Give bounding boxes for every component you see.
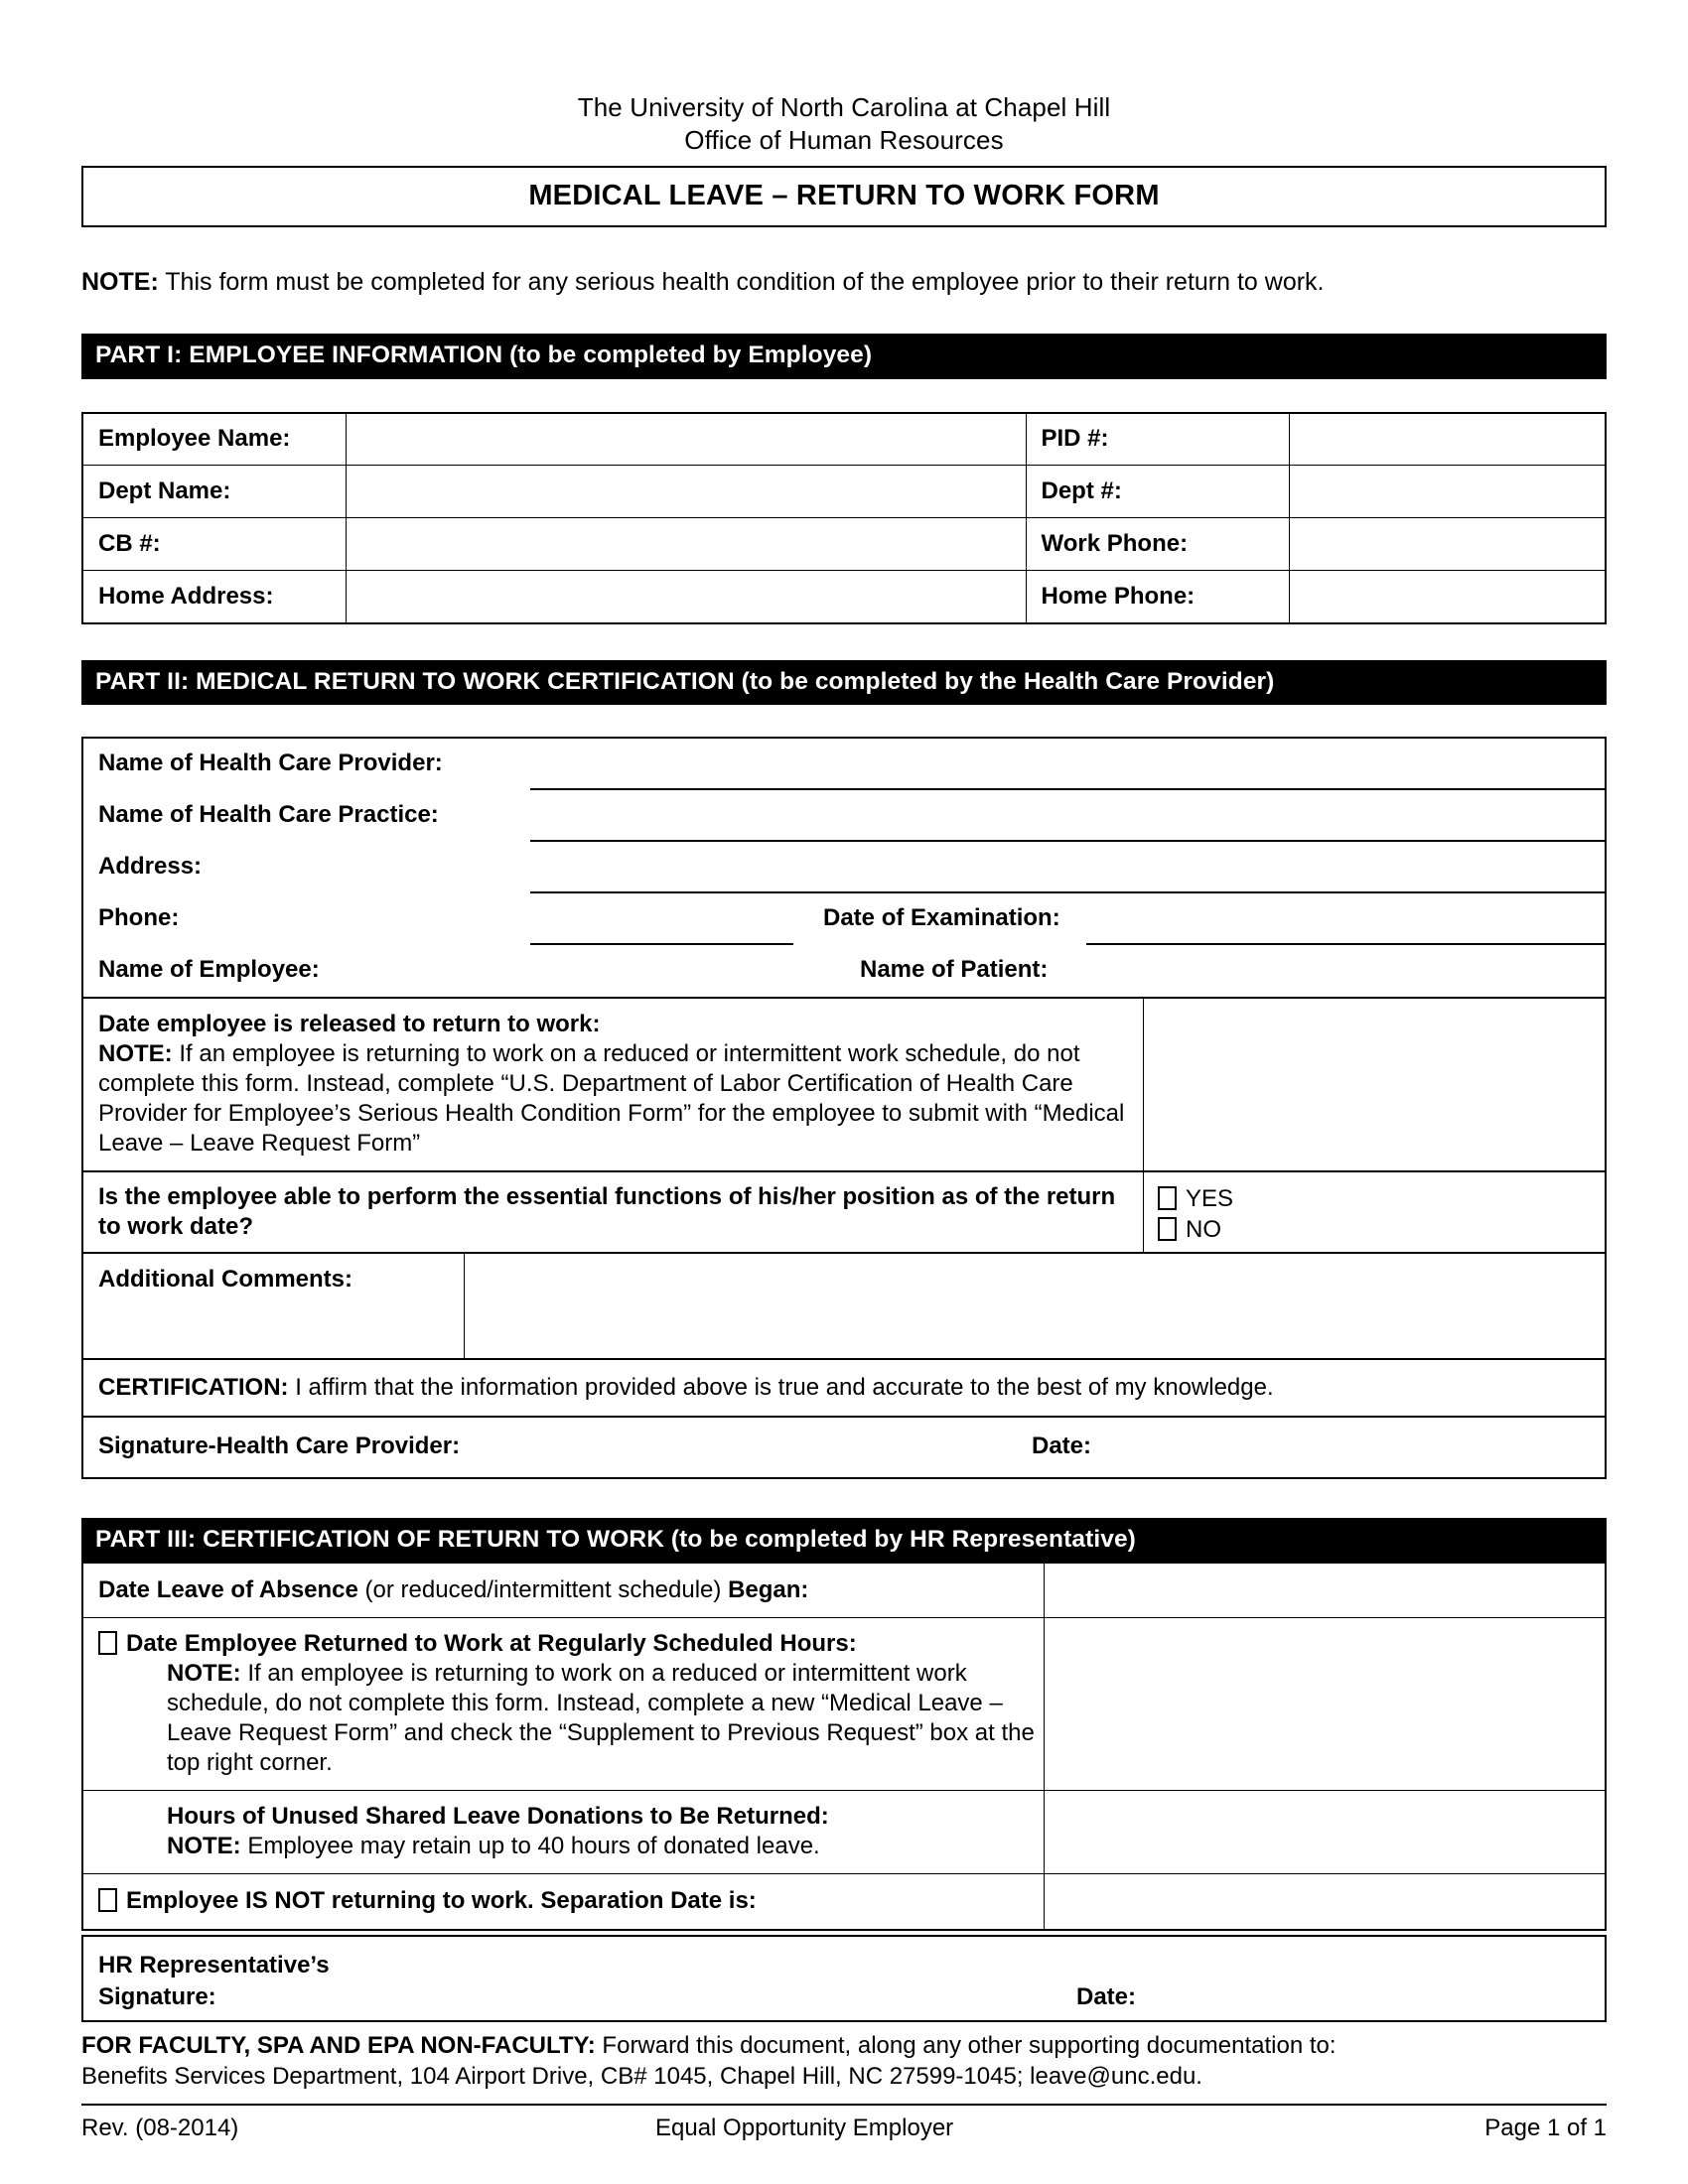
label-essential-functions: Is the employee able to perform the essential functions of his/her position as of the return to work date?	[83, 1172, 1144, 1252]
hr-signature-line-1: HR Representative’s	[98, 1951, 330, 1979]
input-work-phone[interactable]	[1289, 518, 1606, 571]
hr-signature-line-2: Signature:	[98, 1982, 216, 2010]
revision-label: Rev. (08-2014)	[81, 2114, 239, 2141]
date-returned-block	[83, 1618, 1045, 1790]
row-practice-name	[83, 790, 1605, 842]
forward-text: Forward this document, along any other supporting documentation to:	[595, 2031, 1336, 2059]
release-note-text: If an employee is returning to work on a reduced or intermittent work schedule, do not complete this form. Instead, complete “U.S. Department of Labor Certification of Health Care Provider for Employee’s Serious Health Condition Form” for the employee to submit with “Medical Leave – Leave Request Form”	[98, 1040, 1125, 1157]
input-home-address[interactable]	[346, 571, 1026, 623]
part3-table	[81, 1564, 1607, 1931]
shared-leave-note-text: Employee may retain up to 40 hours of donated leave.	[247, 1832, 820, 1859]
input-release-date[interactable]	[1144, 999, 1605, 1170]
label-practice-name: Name of Health Care Practice:	[98, 801, 439, 828]
label-release-date: Date employee is released to return to work:	[98, 1011, 601, 1037]
table-row	[82, 518, 1606, 571]
organization-header	[81, 0, 1607, 157]
checkbox-date-returned-icon[interactable]	[98, 1631, 117, 1655]
part3-banner: PART III: CERTIFICATION OF RETURN TO WORK (to be completed by HR Representative)	[81, 1518, 1607, 1564]
shared-leave-block	[83, 1791, 1045, 1873]
input-leave-began[interactable]	[1045, 1564, 1605, 1617]
label-yes: YES	[1186, 1185, 1234, 1212]
label-address: Address:	[98, 853, 203, 880]
row-not-returning	[83, 1873, 1605, 1929]
input-dept-name[interactable]	[346, 466, 1026, 518]
label-provider-name: Name of Health Care Provider:	[98, 750, 443, 776]
date-returned-heading	[98, 1629, 1044, 1659]
input-pid[interactable]	[1289, 413, 1606, 466]
label-provider-signature[interactable]: Signature-Health Care Provider:	[98, 1433, 461, 1459]
label-home-address: Home Address:	[82, 571, 346, 623]
top-note	[81, 266, 1607, 298]
label-date-returned: Date Employee Returned to Work at Regularly Scheduled Hours:	[126, 1629, 857, 1657]
release-note	[98, 1039, 1127, 1159]
label-shared-leave-hours: Hours of Unused Shared Leave Donations to Be Returned:	[167, 1802, 829, 1830]
label-work-phone: Work Phone:	[1026, 518, 1289, 571]
label-hr-signature-date[interactable]: Date:	[1076, 1982, 1137, 2010]
label-not-returning: Employee IS NOT returning to work. Separation Date is:	[126, 1886, 757, 1914]
label-dept-number: Dept #:	[1026, 466, 1289, 518]
input-dept-number[interactable]	[1289, 466, 1606, 518]
option-no[interactable]	[1158, 1214, 1605, 1245]
label-additional-comments: Additional Comments:	[83, 1254, 465, 1358]
row-leave-began	[83, 1564, 1605, 1617]
leave-began-bold-1: Date Leave of Absence	[98, 1575, 358, 1603]
label-leave-began	[83, 1564, 1045, 1617]
date-returned-note	[98, 1659, 1044, 1778]
essential-functions-options	[1144, 1172, 1605, 1252]
part2-banner: PART II: MEDICAL RETURN TO WORK CERTIFICATION (to be completed by the Health Care Provider)	[81, 660, 1607, 706]
checkbox-no-icon[interactable]	[1158, 1217, 1177, 1241]
input-home-phone[interactable]	[1289, 571, 1606, 623]
row-shared-leave-hours	[83, 1790, 1605, 1873]
row-release-date	[83, 997, 1605, 1170]
certification-text: I affirm that the information provided above is true and accurate to the best of my knowledge.	[295, 1374, 1274, 1401]
label-date-of-examination: Date of Examination:	[823, 904, 1060, 931]
page-footer	[81, 2115, 1607, 2148]
form-title: MEDICAL LEAVE – RETURN TO WORK FORM	[81, 166, 1607, 227]
input-employee-name[interactable]	[346, 413, 1026, 466]
forward-instructions	[81, 2030, 1607, 2092]
input-cb-number[interactable]	[346, 518, 1026, 571]
row-certification	[83, 1358, 1605, 1416]
row-employee-patient	[83, 945, 1605, 997]
label-home-phone: Home Phone:	[1026, 571, 1289, 623]
label-certification: CERTIFICATION:	[98, 1374, 289, 1401]
label-dept-name: Dept Name:	[82, 466, 346, 518]
table-row	[82, 466, 1606, 518]
top-note-text: This form must be completed for any serious health condition of the employee prior to their return to work.	[165, 268, 1325, 296]
not-returning-block	[83, 1874, 1045, 1929]
label-name-of-patient: Name of Patient:	[860, 956, 1049, 983]
shared-leave-note-label: NOTE:	[167, 1832, 241, 1859]
option-yes[interactable]	[1158, 1183, 1605, 1214]
office-name: Office of Human Resources	[684, 125, 1004, 155]
label-no: NO	[1186, 1216, 1221, 1243]
row-essential-functions	[83, 1170, 1605, 1252]
row-provider-name	[83, 739, 1605, 790]
row-address	[83, 842, 1605, 893]
leave-began-normal: (or reduced/intermittent schedule)	[357, 1575, 729, 1603]
input-shared-leave-hours[interactable]	[1045, 1791, 1605, 1873]
part1-banner: PART I: EMPLOYEE INFORMATION (to be completed by Employee)	[81, 334, 1607, 379]
equal-opportunity-label: Equal Opportunity Employer	[655, 2114, 954, 2141]
checkbox-not-returning-icon[interactable]	[98, 1888, 117, 1912]
release-date-text-block	[83, 999, 1144, 1170]
forward-address: Benefits Services Department, 104 Airport Drive, CB# 1045, Chapel Hill, NC 27599-1045; leave@unc.edu.	[81, 2062, 1202, 2090]
row-additional-comments	[83, 1252, 1605, 1358]
label-cb-number: CB #:	[82, 518, 346, 571]
label-employee-name: Employee Name:	[82, 413, 346, 466]
input-additional-comments[interactable]	[465, 1254, 1605, 1358]
part2-table	[81, 737, 1607, 1479]
hr-signature-box	[81, 1935, 1607, 2022]
table-row	[82, 571, 1606, 623]
leave-began-bold-2: Began:	[728, 1575, 809, 1603]
date-returned-note-label: NOTE:	[167, 1659, 241, 1687]
top-note-label: NOTE:	[81, 268, 159, 296]
table-row	[82, 413, 1606, 466]
input-separation-date[interactable]	[1045, 1874, 1605, 1929]
label-provider-signature-date[interactable]: Date:	[1032, 1433, 1092, 1459]
label-pid: PID #:	[1026, 413, 1289, 466]
row-provider-signature	[83, 1416, 1605, 1477]
university-name: The University of North Carolina at Chapel Hill	[577, 92, 1111, 122]
row-phone-exam	[83, 893, 1605, 945]
label-hr-signature[interactable]	[98, 1950, 330, 2013]
footer-divider	[81, 2104, 1607, 2106]
input-date-returned[interactable]	[1045, 1618, 1605, 1790]
row-date-returned	[83, 1617, 1605, 1790]
forward-label: FOR FACULTY, SPA AND EPA NON-FACULTY:	[81, 2031, 596, 2059]
date-returned-note-text: If an employee is returning to work on a reduced or intermittent work schedule, do not complete this form. Instead, complete a new “Medical Leave – Leave Request Form” and check the “Supplement to Previous Request” box at the top right corner.	[167, 1659, 1035, 1776]
label-name-of-employee: Name of Employee:	[98, 956, 320, 983]
page-number: Page 1 of 1	[1484, 2114, 1607, 2141]
checkbox-yes-icon[interactable]	[1158, 1186, 1177, 1210]
release-note-label: NOTE:	[98, 1040, 173, 1067]
shared-leave-note	[167, 1832, 1044, 1861]
label-phone: Phone:	[98, 904, 180, 931]
employee-information-table	[81, 412, 1607, 624]
